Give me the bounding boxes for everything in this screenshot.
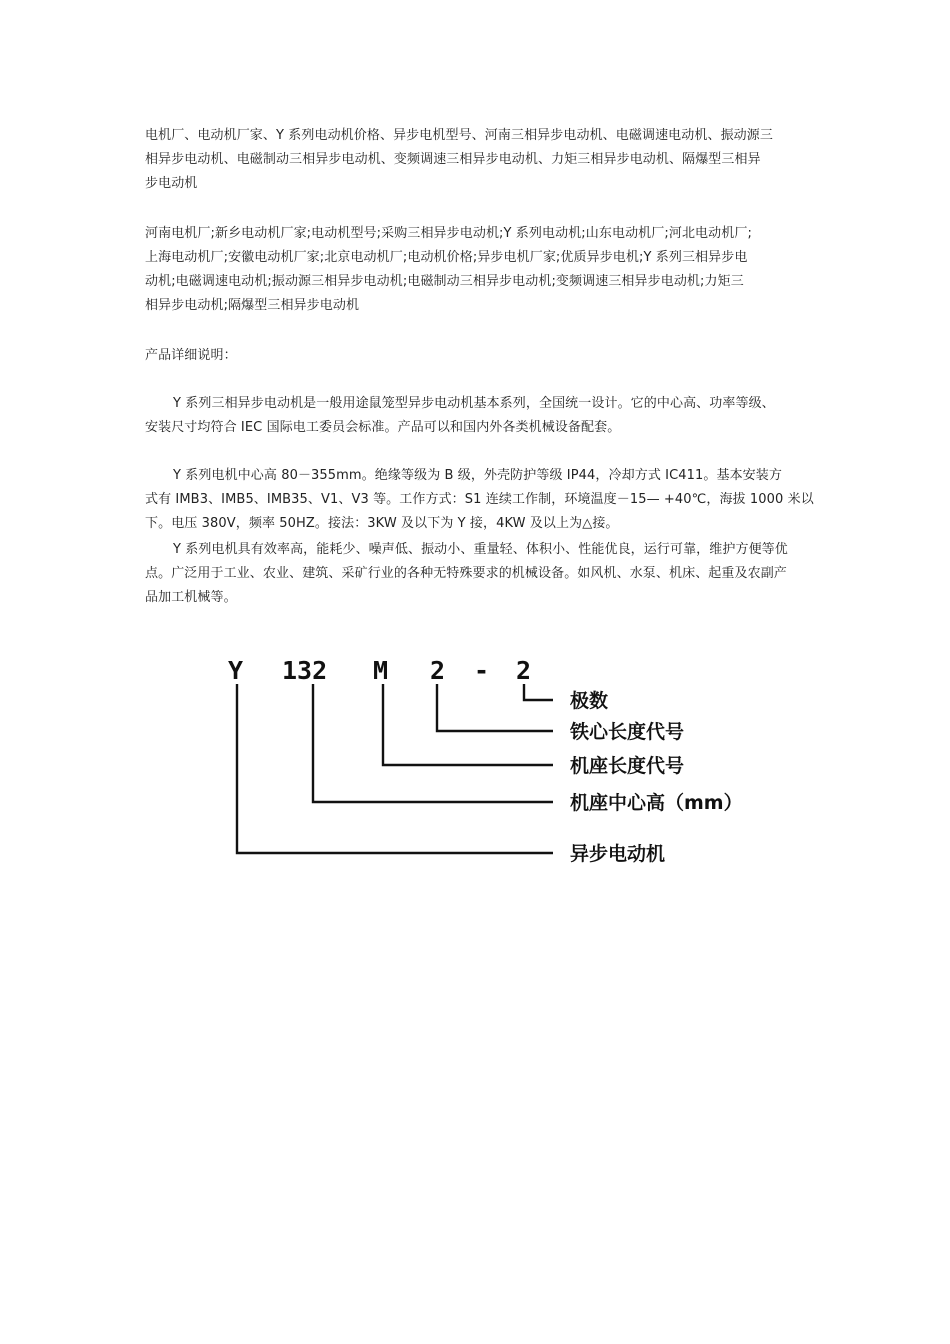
text-line: 上海电动机厂;安徽电动机厂家;北京电动机厂;电动机价格;异步电机厂家;优质异步电机;Y 系列三相异步电 bbox=[145, 250, 748, 265]
description-paragraph-3 bbox=[145, 538, 817, 610]
text-line: 电机厂、电动机厂家、Y 系列电动机价格、异步电机型号、河南三相异步电动机、电磁调速电动机、振动源三 bbox=[145, 128, 773, 143]
description-paragraph-2 bbox=[145, 464, 817, 536]
keywords-paragraph-1 bbox=[145, 124, 817, 196]
text-line: Y 系列电机中心高 80－355mm。绝缘等级为 B 级，外壳防护等级 IP44，冷却方式 IC411。基本安装方 bbox=[173, 468, 782, 483]
keywords-paragraph-2 bbox=[145, 222, 817, 318]
text-line: 点。广泛用于工业、农业、建筑、采矿行业的各种无特殊要求的机械设备。如风机、水泵、机床、起重及农副产 bbox=[145, 566, 787, 581]
text-line: 动机;电磁调速电动机;振动源三相异步电动机;电磁制动三相异步电动机;变频调速三相异步电动机;力矩三 bbox=[145, 274, 744, 289]
code-poles: 2 bbox=[516, 656, 532, 685]
code-center-height: 132 bbox=[282, 656, 328, 685]
text-line: 下。电压 380V，频率 50HZ。接法：3KW 及以下为 Y 接，4KW 及以上为△接。 bbox=[145, 516, 619, 531]
text-line: 步电动机 bbox=[145, 176, 198, 191]
code-frame-length: M bbox=[373, 656, 389, 685]
text-line: 安装尺寸均符合 IEC 国际电工委员会标准。产品可以和国内外各类机械设备配套。 bbox=[145, 420, 621, 435]
motor-model-code-diagram bbox=[218, 648, 758, 873]
code-core-length: 2 bbox=[430, 656, 446, 685]
text-line: 河南电机厂;新乡电动机厂家;电动机型号;采购三相异步电动机;Y 系列电动机;山东电动机厂;河北电动机厂; bbox=[145, 226, 752, 241]
model-diagram-svg bbox=[218, 648, 758, 873]
text-line: 式有 IMB3、IMB5、IMB35、V1、V3 等。工作方式：S1 连续工作制，环境温度－15— +40℃，海拔 1000 米以 bbox=[145, 492, 814, 507]
product-detail-heading: 产品详细说明： bbox=[145, 348, 237, 363]
label-poles: 极数 bbox=[570, 690, 609, 712]
label-frame-center-height: 机座中心高（mm） bbox=[570, 792, 743, 814]
label-async-motor: 异步电动机 bbox=[570, 843, 666, 865]
code-series-letter: Y bbox=[228, 656, 244, 685]
code-dash: - bbox=[474, 656, 490, 685]
leader-line-core-length bbox=[437, 684, 553, 731]
text-line: 品加工机械等。 bbox=[145, 590, 237, 605]
leader-line-frame-length bbox=[383, 684, 553, 765]
text-line: Y 系列电机具有效率高，能耗少、噪声低、振动小、重量轻、体积小、性能优良，运行可靠，维护方便等优 bbox=[173, 542, 788, 557]
description-paragraph-1 bbox=[145, 392, 817, 440]
text-line: 相异步电动机;隔爆型三相异步电动机 bbox=[145, 298, 360, 313]
leader-line-poles bbox=[524, 684, 553, 700]
label-frame-length-code: 机座长度代号 bbox=[570, 755, 685, 777]
text-line: Y 系列三相异步电动机是一般用途鼠笼型异步电动机基本系列，全国统一设计。它的中心高、功率等级、 bbox=[173, 396, 775, 411]
text-line: 相异步电动机、电磁制动三相异步电动机、变频调速三相异步电动机、力矩三相异步电动机、隔爆型三相异 bbox=[145, 152, 761, 167]
leader-line-async-motor bbox=[237, 684, 553, 853]
label-core-length-code: 铁心长度代号 bbox=[570, 721, 685, 743]
leader-line-center-height bbox=[313, 684, 553, 802]
